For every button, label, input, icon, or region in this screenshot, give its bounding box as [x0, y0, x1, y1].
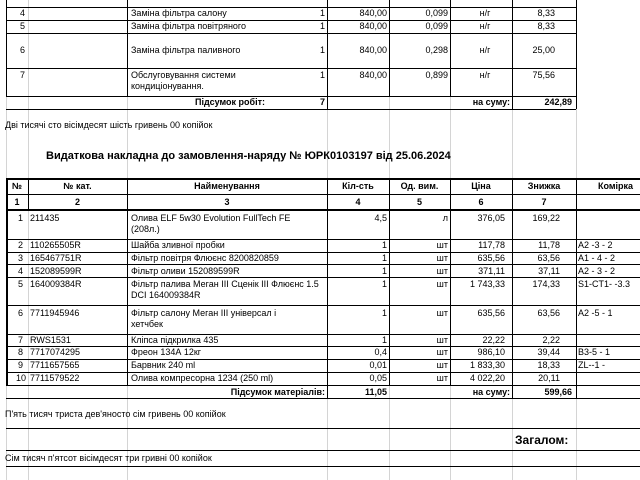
row-name: Олива компресорна 1234 (250 ml) — [131, 373, 274, 383]
row-discount: 39,44 — [537, 347, 560, 357]
row-catalog: 164009384R — [30, 279, 82, 289]
row-name: Фреон 134А 12кг — [131, 347, 202, 357]
works-amount-in-words: Дві тисячі сто вісімдесят шість гривень 00 копійок — [5, 120, 213, 130]
row-discount: 174,33 — [532, 279, 560, 289]
row-num: 4 — [18, 266, 24, 276]
row-price: 1 743,33 — [469, 279, 505, 289]
row-cell: A2 - 3 - 2 — [578, 266, 616, 276]
row-qty: 1 — [381, 240, 387, 250]
materials-sum-label: на суму: — [472, 387, 510, 397]
row-discount: 18,33 — [537, 360, 560, 370]
col-header-cell: Комірка — [598, 181, 634, 191]
row-cell: ZL--1 - — [578, 360, 605, 370]
row-qty: 1 — [381, 253, 387, 263]
row-price: 635,56 — [477, 308, 505, 318]
row-name: Олива ELF 5w30 Evolution FullTech FE (208л.) — [131, 213, 291, 234]
work-row-sum: 8,33 — [537, 21, 555, 31]
row-name: Фільтр повітря Флюєнс 8200820859 — [131, 253, 279, 263]
row-unit: шт — [436, 335, 448, 345]
works-total-label: Підсумок робіт: — [195, 97, 265, 107]
work-row-unit: н/г — [479, 70, 491, 80]
row-catalog: 152089599R — [30, 266, 82, 276]
row-price: 22,22 — [482, 335, 505, 345]
work-row-price: 840,00 — [359, 8, 387, 18]
work-row-name: Заміна фільтра паливного — [131, 45, 241, 55]
row-catalog: 7711657565 — [30, 360, 80, 370]
row-num: 10 — [16, 373, 27, 383]
row-name: Фільтр оливи 152089599R — [131, 266, 240, 276]
col-header-qty: Кіл-сть — [342, 181, 374, 191]
row-qty: 1 — [381, 335, 387, 345]
row-qty: 1 — [381, 279, 387, 289]
materials-total-qty: 11,05 — [364, 387, 387, 397]
row-qty: 0,4 — [374, 347, 387, 357]
col-header-unit: Од. вим. — [400, 181, 439, 191]
work-row-qty: 1 — [319, 45, 325, 55]
work-row-num: 6 — [20, 45, 26, 55]
row-unit: шт — [436, 347, 448, 357]
work-row-price: 840,00 — [359, 21, 387, 31]
work-row-name: Обслуговування системи кондиціонування. — [131, 70, 236, 91]
row-unit: л — [442, 213, 448, 223]
works-sum-label: на суму: — [472, 97, 510, 107]
row-unit: шт — [436, 266, 448, 276]
row-num: 7 — [18, 335, 24, 345]
row-catalog: 7711579522 — [30, 373, 80, 383]
row-num: 9 — [18, 360, 24, 370]
row-qty: 0,01 — [369, 360, 387, 370]
work-row-qty: 1 — [319, 8, 325, 18]
work-row-unit: н/г — [479, 8, 491, 18]
col-header-num: № — [11, 181, 23, 191]
row-catalog: 110265505R — [30, 240, 81, 250]
col-number: 6 — [478, 197, 484, 207]
col-header-catalog: № кат. — [63, 181, 92, 191]
row-num: 3 — [18, 253, 24, 263]
row-discount: 169,22 — [532, 213, 560, 223]
work-row-unit: н/г — [479, 45, 491, 55]
work-row-time: 0,099 — [425, 8, 448, 18]
col-number: 7 — [541, 197, 547, 207]
grand-total-label: Загалом: — [515, 433, 569, 447]
col-number: 3 — [224, 197, 230, 207]
row-num: 5 — [18, 279, 24, 289]
col-number: 5 — [416, 197, 422, 207]
row-price: 117,78 — [478, 240, 505, 250]
row-unit: шт — [436, 373, 448, 383]
row-cell: A2 -5 - 1 — [578, 308, 613, 318]
row-price: 371,11 — [478, 266, 505, 276]
col-number: 2 — [74, 197, 80, 207]
col-header-price: Ціна — [471, 181, 491, 191]
works-total-sum: 242,89 — [544, 97, 572, 107]
row-qty: 1 — [381, 266, 387, 276]
row-discount: 63,56 — [537, 253, 560, 263]
col-header-name: Найменування — [194, 181, 260, 191]
work-row-qty: 1 — [319, 70, 325, 80]
row-qty: 0,05 — [369, 373, 387, 383]
grand-amount-in-words: Сім тисяч п'ятсот вісімдесят три гривні 00 копійок — [5, 453, 212, 463]
work-row-name: Заміна фільтра салону — [131, 8, 227, 18]
work-row-sum: 8,33 — [537, 8, 555, 18]
work-row-time: 0,099 — [425, 21, 448, 31]
row-discount: 20,11 — [538, 373, 560, 383]
row-num: 1 — [18, 213, 24, 223]
row-name: Барвник 240 ml — [131, 360, 196, 370]
works-total-qty: 7 — [319, 97, 325, 107]
row-name: Кліпса підкрилка 435 — [131, 335, 219, 345]
row-catalog: 7711945946 — [30, 308, 80, 318]
row-price: 635,56 — [477, 253, 505, 263]
row-cell: A1 - 4 - 2 — [578, 253, 616, 263]
row-price: 4 022,20 — [469, 373, 505, 383]
materials-amount-in-words: П'ять тисяч триста дев'яносто сім гривень 00 копійок — [5, 409, 226, 419]
row-qty: 4,5 — [374, 213, 387, 223]
row-name: Фільтр салону Меган III універсал і хетчбек — [131, 308, 277, 329]
row-unit: шт — [436, 279, 448, 289]
row-catalog: 211435 — [30, 213, 60, 223]
row-name: Шайба зливної пробки — [131, 240, 225, 250]
row-discount: 37,11 — [538, 266, 560, 276]
work-row-sum: 75,56 — [532, 70, 555, 80]
work-row-time: 0,899 — [425, 70, 448, 80]
row-price: 376,05 — [477, 213, 505, 223]
row-unit: шт — [436, 253, 448, 263]
row-discount: 11,78 — [538, 240, 560, 250]
work-row-qty: 1 — [319, 21, 325, 31]
row-price: 986,10 — [477, 347, 505, 357]
col-number: 1 — [14, 197, 20, 207]
row-cell: A2 -3 - 2 — [578, 240, 613, 250]
materials-total-label: Підсумок матеріалів: — [230, 387, 325, 397]
work-row-price: 840,00 — [359, 45, 387, 55]
row-num: 6 — [18, 308, 24, 318]
row-unit: шт — [436, 240, 448, 250]
row-cell: S1-CT1- -3.3 — [578, 279, 631, 289]
row-price: 1 833,30 — [469, 360, 505, 370]
row-unit: шт — [436, 308, 448, 318]
work-row-name: Заміна фільтра повітряного — [131, 21, 247, 31]
work-row-time: 0,298 — [425, 45, 448, 55]
row-num: 8 — [18, 347, 24, 357]
work-row-sum: 25,00 — [532, 45, 555, 55]
invoice-title: Видаткова накладна до замовлення-наряду № ЮРК0103197 від 25.06.2024 — [46, 150, 451, 162]
row-discount: 2,22 — [542, 335, 560, 345]
col-number: 4 — [355, 197, 361, 207]
row-catalog: RWS1531 — [30, 335, 71, 345]
row-catalog: 7717074295 — [30, 347, 81, 357]
row-discount: 63,56 — [537, 308, 560, 318]
row-qty: 1 — [381, 308, 387, 318]
work-row-num: 7 — [20, 70, 26, 80]
materials-total-sum: 599,66 — [544, 387, 572, 397]
col-header-discount: Знижка — [527, 181, 561, 191]
row-catalog: 165467751R — [30, 253, 82, 263]
work-row-price: 840,00 — [359, 70, 387, 80]
row-cell: B3-5 - 1 — [578, 347, 611, 357]
row-num: 2 — [18, 240, 24, 250]
row-name: Фільтр палива Меган III Сценік III Флюєнс 1.5 DCI 164009384R — [131, 279, 319, 300]
work-row-unit: н/г — [479, 21, 491, 31]
work-row-num: 4 — [20, 8, 26, 18]
row-unit: шт — [436, 360, 448, 370]
work-row-num: 5 — [20, 21, 26, 31]
